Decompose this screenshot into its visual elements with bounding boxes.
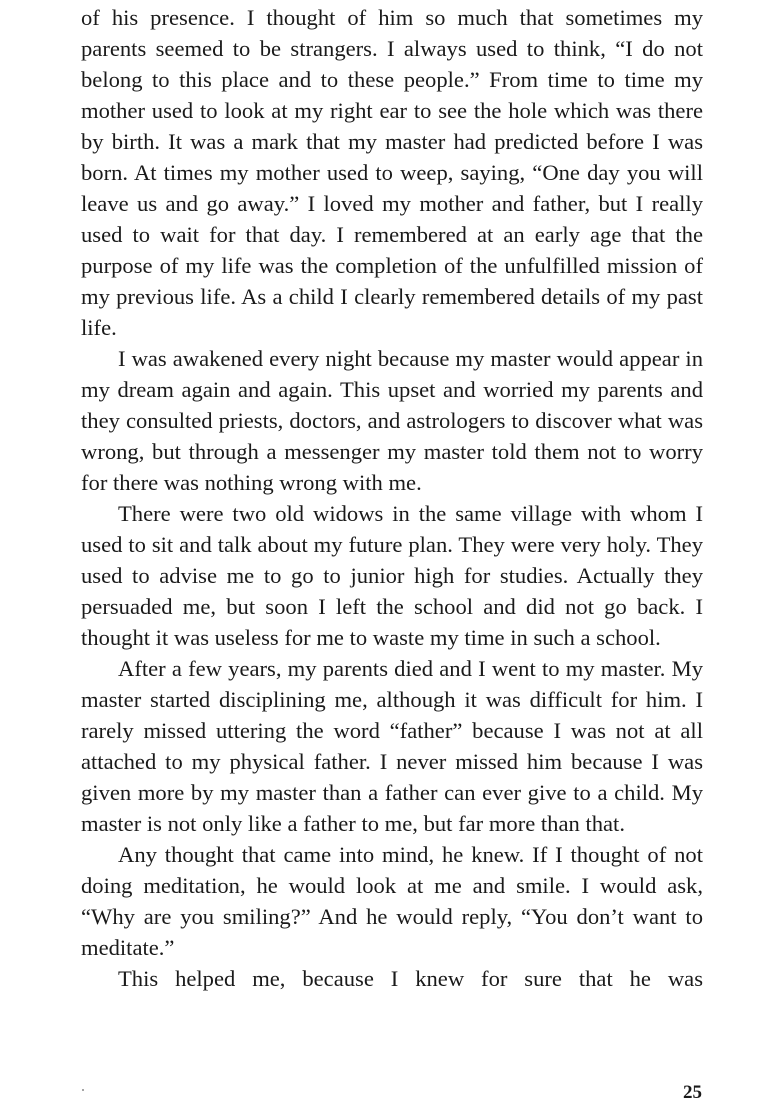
paragraph-continuation: of his presence. I thought of him so much that sometimes my parents seemed to be strangers. I always used to think, “I do not belong to this place and to these people.” From time to time my mother used to look at my right ear to see the hole which was there by birth. It was a mark that my master had predicted before I was born. At times my mother used to weep, saying, “One day you will leave us and go away.” I loved my mother and father, but I really used to wait for that day. I remembered at an early age that the purpose of my life was the completion of the unfulfilled mission of my previous life. As a child I clearly remembered details of my past life. — [81, 5, 703, 340]
body-text — [81, 2, 703, 994]
paragraph-parents-died: After a few years, my parents died and I went to my master. My master started disciplining me, although it was difficult for him. I rarely missed uttering the word “father” because I was not at all attached to my physical father. I never missed him because I was given more by my master than a father can ever give to a child. My master is not only like a father to me, but far more than that. — [81, 656, 703, 836]
paragraph-this-helped: This helped me, because I knew for sure that he was — [118, 966, 703, 991]
page-number: 25 — [683, 1082, 702, 1103]
paragraph-awakened: I was awakened every night because my master would appear in my dream again and again. This upset and worried my parents and they consulted priests, doctors, and astrologers to discover what was wrong, but through a messenger my master told them not to worry for there was nothing wrong with me. — [81, 346, 703, 495]
paragraph-any-thought: Any thought that came into mind, he knew. If I thought of not doing meditation, he would look at me and smile. I would ask, “Why are you smiling?” And he would reply, “You don’t want to meditate.” — [81, 842, 703, 960]
paragraph-widows: There were two old widows in the same village with whom I used to sit and talk about my future plan. They were very holy. They used to advise me to go to junior high for studies. Actually they persuaded me, but soon I left the school and did not go back. I thought it was useless for me to waste my time in such a school. — [81, 501, 703, 650]
scan-speck — [82, 1089, 84, 1091]
